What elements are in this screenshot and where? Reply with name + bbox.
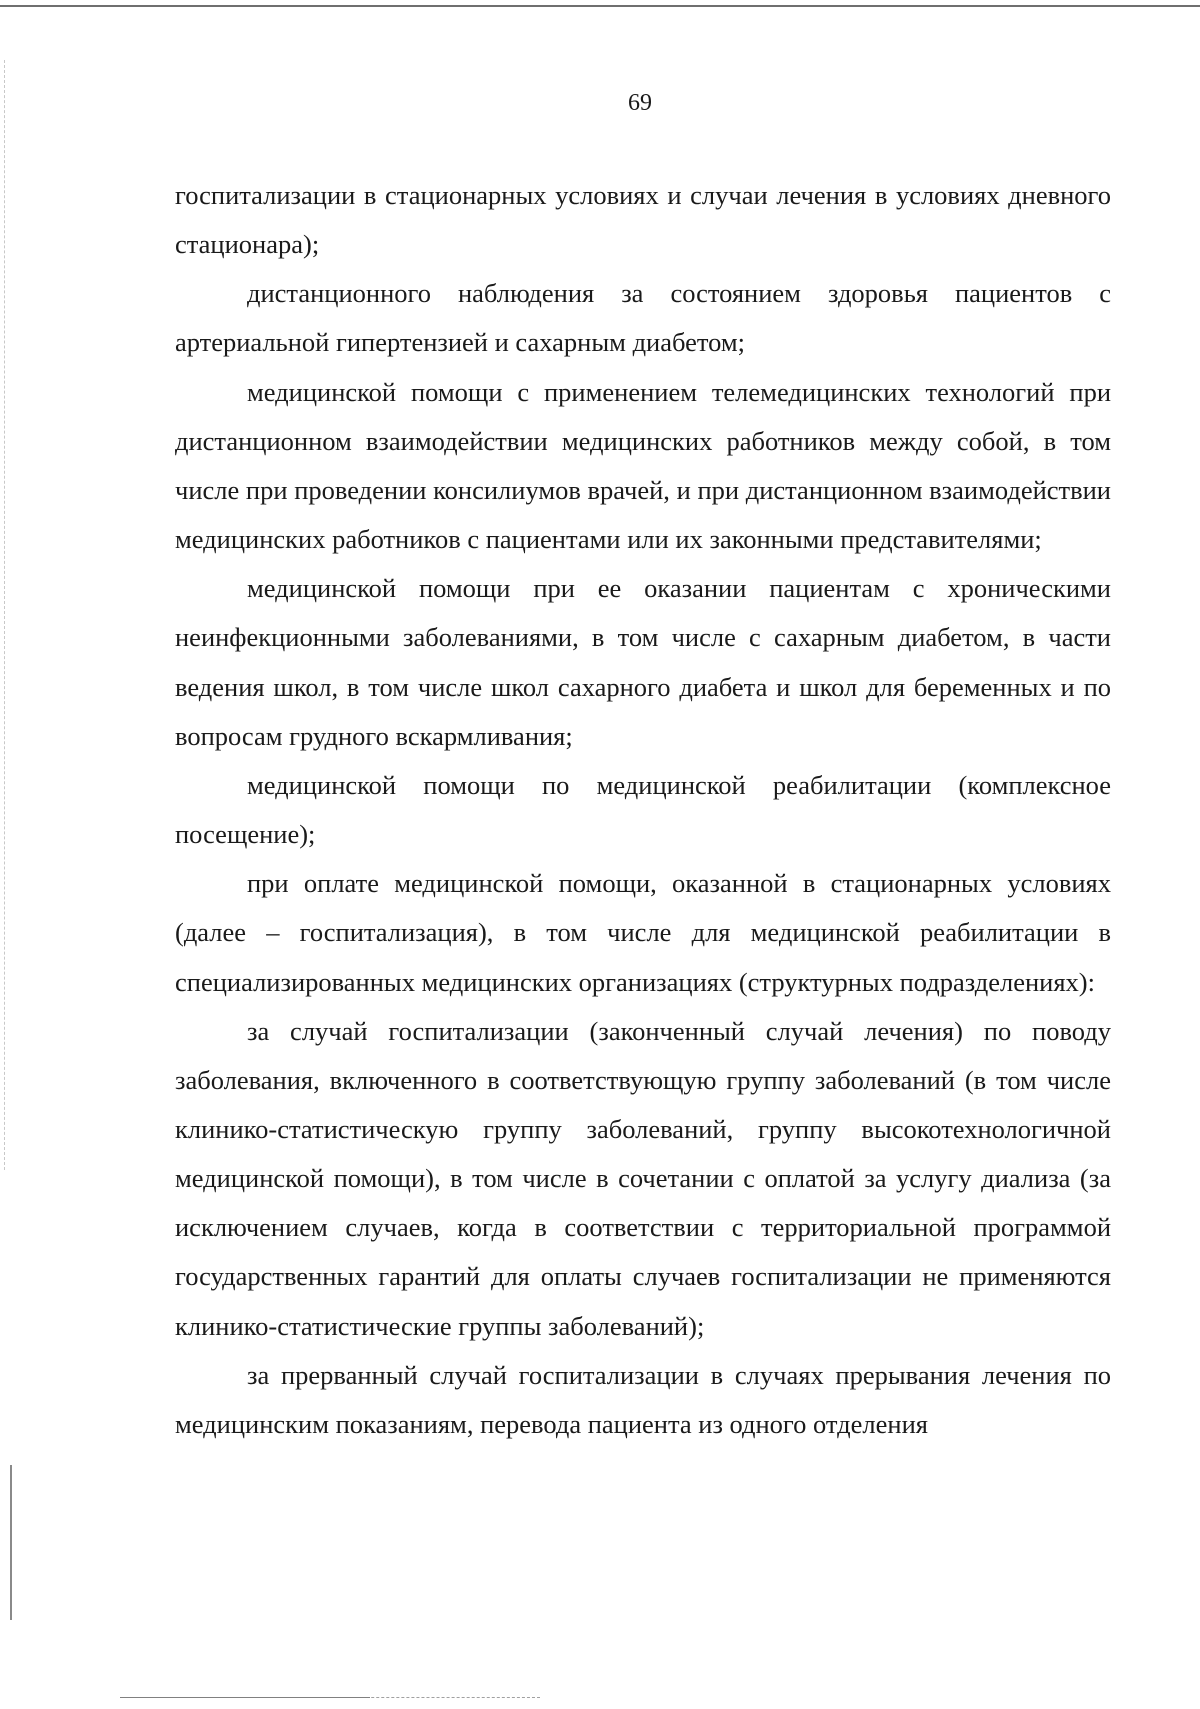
scan-edge-bottom-solid (120, 1697, 370, 1698)
scan-edge-left (4, 60, 5, 1170)
paragraph: дистанционного наблюдения за состоянием здоровья пациентов с артериальной гипертензией и сахарным диабетом; (175, 278, 1111, 358)
paragraph: медицинской помощи при ее оказании пациентам с хроническими неинфекционными заболеваниями, в том числе с сахарным диабетом, в части ведения школ, в том числе школ сахарного диабета и школ для беременных и по вопросам грудного вскармливания; (175, 573, 1111, 751)
paragraph: за прерванный случай госпитализации в случаях прерывания лечения по медицинским показаниям, перевода пациента из одного отделения (175, 1359, 1111, 1439)
paragraph: за случай госпитализации (законченный случай лечения) по поводу заболевания, включенного в соответствующую группу заболеваний (в том числе клинико-статистическую группу заболеваний, группу высокотехнологичной медицинской помощи), в том числе в сочетании с оплатой за услугу диализа (за исключением случаев, когда в соответствии с территориальной программой государственных гарантий для оплаты случаев госпитализации не применяются клинико-статистические группы заболеваний); (175, 1015, 1111, 1341)
page-number: 69 (628, 90, 652, 116)
paragraph: медицинской помощи с применением телемедицинских технологий при дистанционном взаимодействии медицинских работников между собой, в том числе при проведении консилиумов врачей, и при дистанционном взаимодействии медицинских работников с пациентами или их законными представителями; (175, 376, 1111, 555)
scan-edge-top (0, 5, 1200, 7)
paragraph: при оплате медицинской помощи, оказанной в стационарных условиях (далее – госпитализация), в том числе для медицинской реабилитации в специализированных медицинских организациях (структурных подразделениях): (175, 868, 1111, 997)
paragraph: госпитализации в стационарных условиях и случаи лечения в условиях дневного стационара); (175, 180, 1111, 260)
scan-edge-left-bar (10, 1465, 12, 1620)
document-body (175, 171, 1111, 1449)
paragraph: медицинской помощи по медицинской реабилитации (комплексное посещение); (175, 769, 1111, 850)
